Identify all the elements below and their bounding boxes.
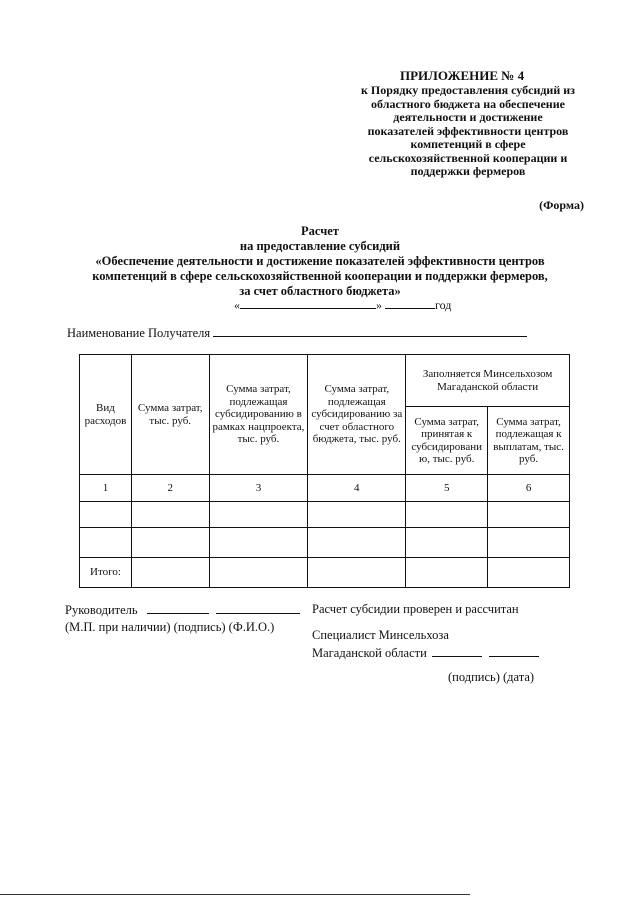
column-number: 6 <box>488 475 570 502</box>
column-number: 5 <box>406 475 488 502</box>
table-cell <box>488 528 570 558</box>
table-cell <box>209 558 308 588</box>
heading-line: Расчет <box>301 224 339 238</box>
year-blank <box>385 297 435 309</box>
sign-date-caption: (подпись) (дата) <box>448 670 535 684</box>
close-quote: » <box>376 298 382 312</box>
checked-statement: Расчет субсидии проверен и рассчитан <box>312 602 519 616</box>
table-cell <box>131 528 209 558</box>
specialist-line-2: Магаданской области <box>312 646 427 660</box>
header-national-project: Сумма затрат, подлежащая субсидированию в рамках нацпроекта, тыс. руб. <box>209 355 308 475</box>
appendix-line: поддержки фермеров <box>410 164 526 178</box>
form-label: (Форма) <box>539 198 584 212</box>
appendix-line: показателей эффективности центров <box>367 123 569 138</box>
table-row <box>80 502 570 528</box>
appendix-line: компетенций в сфере <box>410 137 526 151</box>
recipient-label: Наименование Получателя <box>67 326 211 340</box>
column-number: 2 <box>131 475 209 502</box>
calculation-table <box>79 354 570 588</box>
recipient-row <box>67 325 527 341</box>
table-cell <box>209 502 308 528</box>
appendix-line: областного бюджета на обеспечение <box>371 96 565 111</box>
appendix-line: деятельности и достижение <box>393 110 543 124</box>
total-label: Итого: <box>80 558 132 588</box>
specialist-line-1: Специалист Минсельхоза <box>312 628 449 642</box>
appendix-line: сельскохозяйственной кооперации и <box>368 150 568 165</box>
table-cell <box>308 502 406 528</box>
appendix-line: к Порядку предоставления субсидий из <box>360 83 575 97</box>
column-number: 4 <box>308 475 406 502</box>
heading-line: компетенций в сфере сельскохозяйственной кооперации и поддержки фермеров, <box>92 269 548 283</box>
day-month-blank <box>240 297 376 309</box>
column-number: 3 <box>209 475 308 502</box>
header-total-cost: Сумма затрат, тыс. руб. <box>131 355 209 475</box>
heading-line: за счет областного бюджета» <box>239 284 401 298</box>
heading-line: «Обеспечение деятельности и достижение показателей эффективности центров <box>95 254 545 268</box>
table-cell <box>131 558 209 588</box>
table-cell <box>80 502 132 528</box>
document-heading <box>40 224 600 299</box>
header-payable-cost: Сумма затрат, подлежащая к выплатам, тыс. руб. <box>488 407 570 475</box>
header-expense-type: Вид расходов <box>80 355 132 475</box>
table-cell <box>406 528 488 558</box>
table-cell <box>131 502 209 528</box>
table-row <box>80 475 570 502</box>
recipient-blank <box>213 325 527 337</box>
header-accepted-cost: Сумма затрат, принятая к субсидировани ю, тыс. руб. <box>406 407 488 475</box>
specialist-signature-blank <box>432 645 482 657</box>
specialist-row <box>312 645 539 661</box>
header-ministry-group: Заполняется Минсельхозом Магаданской области <box>406 355 570 407</box>
specialist-date-blank <box>489 645 539 657</box>
table-cell <box>488 558 570 588</box>
name-blank <box>216 602 300 614</box>
signature-captions: (М.П. при наличии) (подпись) (Ф.И.О.) <box>65 620 275 634</box>
column-number: 1 <box>80 475 132 502</box>
table-cell <box>308 558 406 588</box>
heading-line: на предоставление субсидий <box>239 239 401 253</box>
year-word: год <box>435 298 452 312</box>
table-cell <box>80 528 132 558</box>
table-cell <box>406 558 488 588</box>
table-cell <box>308 528 406 558</box>
bottom-divider <box>0 894 470 895</box>
table-cell <box>406 502 488 528</box>
head-signature-row <box>65 602 300 618</box>
date-line <box>234 297 451 313</box>
appendix-description <box>338 84 598 179</box>
total-row <box>80 558 570 588</box>
header-regional-budget: Сумма затрат, подлежащая субсидированию за счет областного бюджета, тыс. руб. <box>308 355 406 475</box>
table-cell <box>209 528 308 558</box>
open-quote: « <box>234 298 240 312</box>
appendix-title: ПРИЛОЖЕНИЕ № 4 <box>400 68 525 83</box>
table-row <box>80 528 570 558</box>
table-cell <box>488 502 570 528</box>
head-label: Руководитель <box>65 603 138 617</box>
signature-blank <box>147 602 209 614</box>
